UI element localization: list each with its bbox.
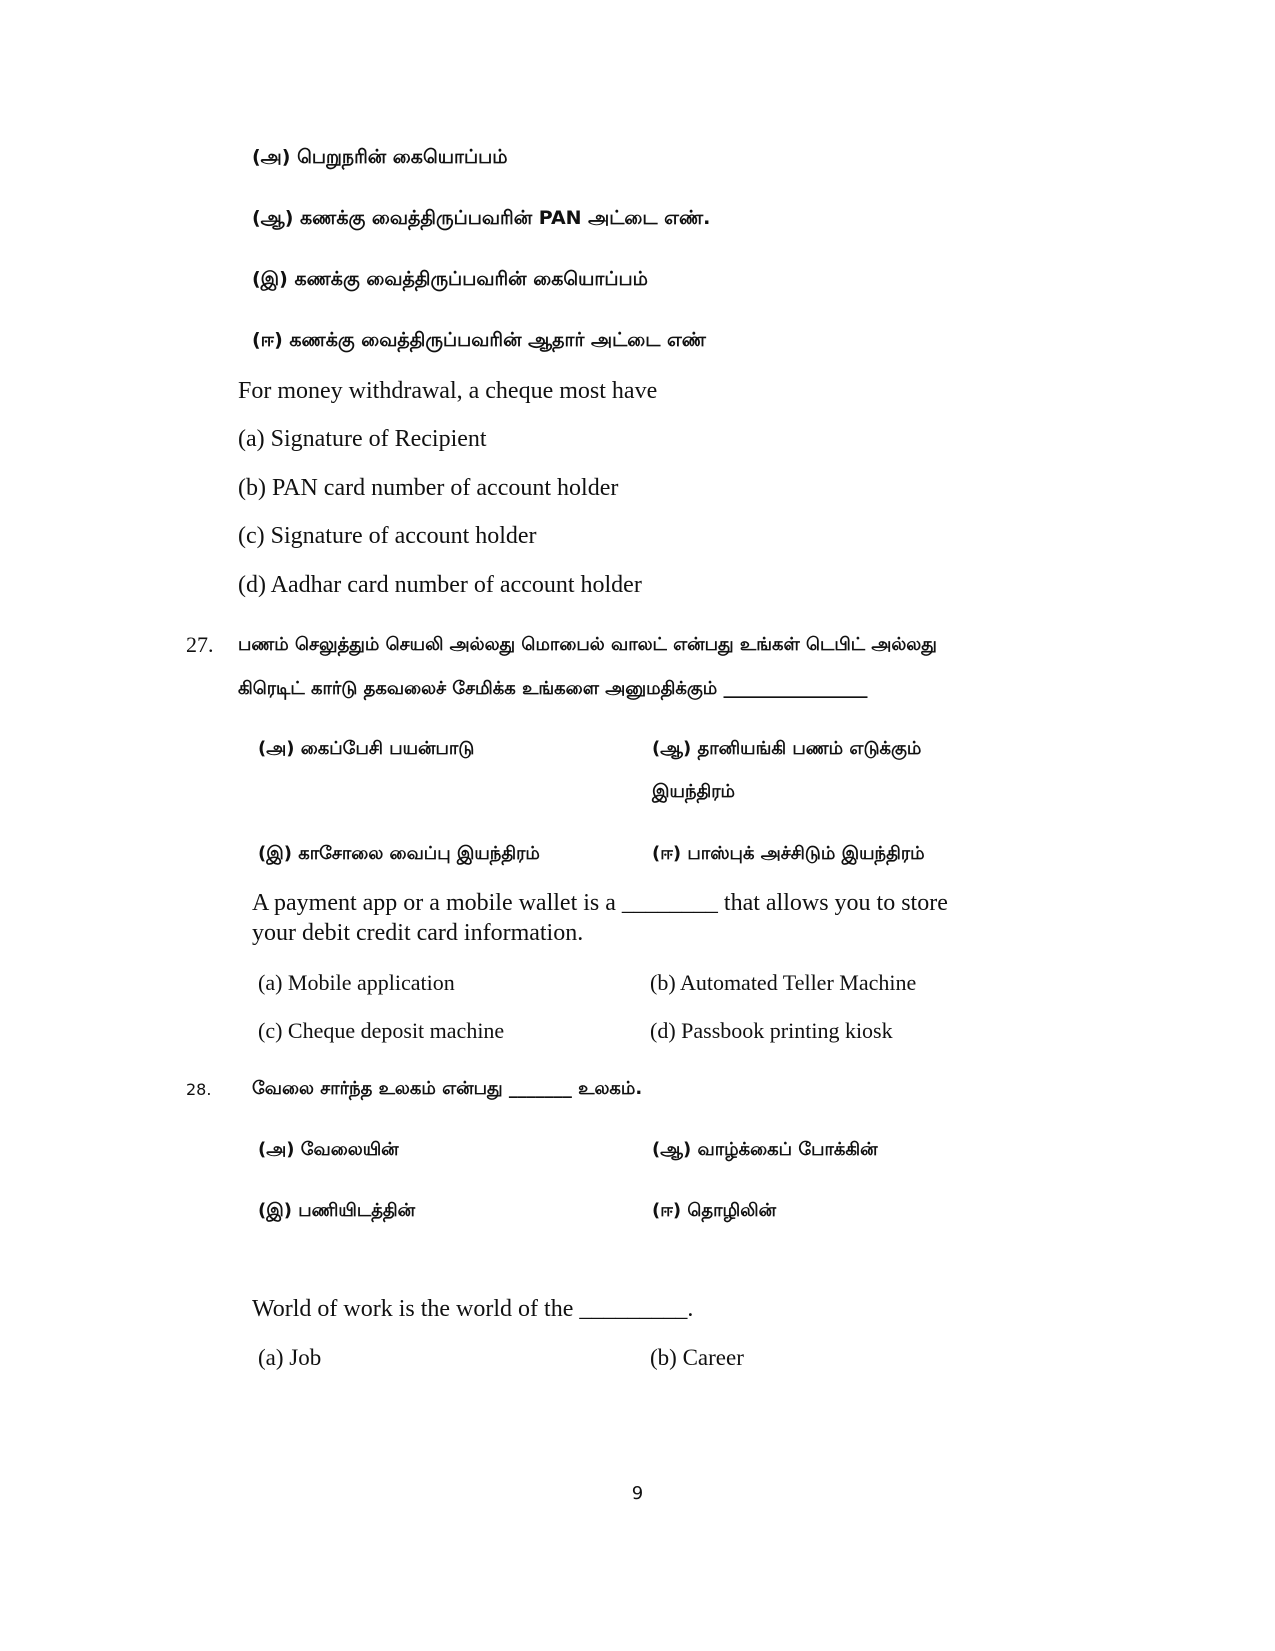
q28-ta-option-a: (அ) வேலையின் — [258, 1139, 399, 1160]
q26-ta-option-d: (ஈ) கணக்கு வைத்திருப்பவரின் ஆதார் அட்டை எண் — [252, 329, 706, 351]
q26-en-option-c: (c) Signature of account holder — [238, 523, 537, 549]
q27-ta-question-line1: பணம் செலுத்தும் செயலி அல்லது மொபைல் வாலட் என்பது உங்கள் டெபிட் அல்லது — [238, 634, 937, 655]
q27-en-option-d: (d) Passbook printing kiosk — [650, 1018, 893, 1043]
q26-ta-option-b: (ஆ) கணக்கு வைத்திருப்பவரின் PAN அட்டை எண். — [252, 207, 711, 229]
q28-en-option-b: (b) Career — [650, 1345, 744, 1370]
q27-ta-option-b-cont: இயந்திரம் — [652, 781, 736, 802]
q28-ta-option-c: (இ) பணியிடத்தின் — [258, 1200, 416, 1221]
q28-ta-option-b: (ஆ) வாழ்க்கைப் போக்கின் — [652, 1139, 878, 1160]
q27-en-option-a: (a) Mobile application — [258, 970, 455, 995]
q27-number: 27. — [186, 632, 214, 657]
q27-en-question-line1: A payment app or a mobile wallet is a ________ that allows you to store — [252, 890, 948, 916]
q28-number: 28. — [186, 1080, 212, 1099]
q27-ta-option-d: (ஈ) பாஸ்புக் அச்சிடும் இயந்திரம் — [652, 843, 925, 864]
q27-ta-option-a: (அ) கைப்பேசி பயன்பாடு — [258, 738, 475, 759]
q26-ta-option-c: (இ) கணக்கு வைத்திருப்பவரின் கையொப்பம் — [252, 268, 648, 290]
q26-ta-option-a: (அ) பெறுநரின் கையொப்பம் — [252, 146, 508, 168]
q26-en-question: For money withdrawal, a cheque most have — [238, 378, 658, 404]
q27-ta-question-line2: கிரெடிட் கார்டு தகவலைச் சேமிக்க உங்களை அனுமதிக்கும் ________________ — [238, 678, 868, 699]
q28-en-question: World of work is the world of the _________. — [252, 1296, 694, 1322]
q27-en-question-line2: your debit credit card information. — [252, 920, 584, 946]
q27-ta-option-b: (ஆ) தானியங்கி பணம் எடுக்கும் — [652, 738, 922, 759]
q27-en-option-c: (c) Cheque deposit machine — [258, 1018, 505, 1043]
page-number: 9 — [631, 1483, 644, 1504]
q28-ta-option-d: (ஈ) தொழிலின் — [652, 1200, 777, 1221]
q26-en-option-d: (d) Aadhar card number of account holder — [238, 572, 642, 598]
q26-en-option-b: (b) PAN card number of account holder — [238, 475, 619, 501]
q26-en-option-a: (a) Signature of Recipient — [238, 426, 487, 452]
q28-ta-question: வேலை சார்ந்த உலகம் என்பது _______ உலகம். — [252, 1078, 643, 1099]
q27-en-option-b: (b) Automated Teller Machine — [650, 970, 917, 995]
q28-en-option-a: (a) Job — [258, 1345, 322, 1370]
q27-ta-option-c: (இ) காசோலை வைப்பு இயந்திரம் — [258, 843, 540, 864]
